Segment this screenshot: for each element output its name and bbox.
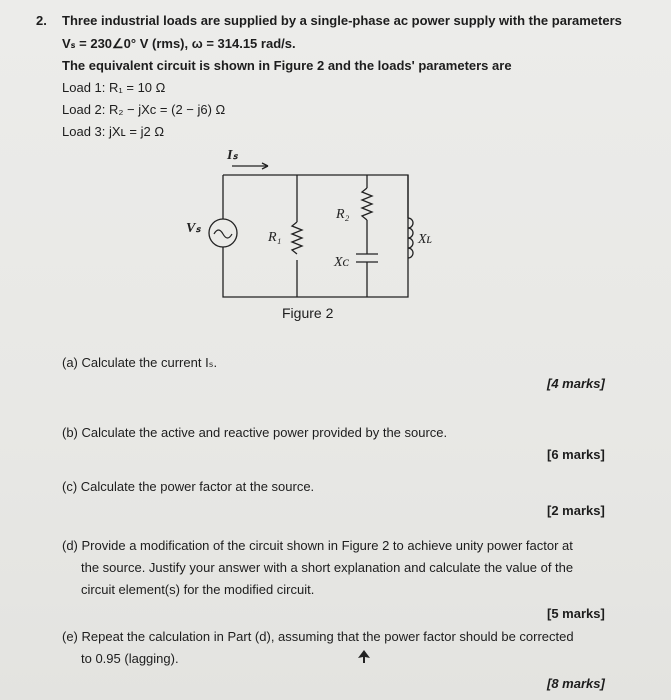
r1-label: R₁ — [268, 230, 282, 245]
part-c-text: (c) Calculate the power factor at the source. — [62, 479, 315, 494]
part-d-line-2: the source. Justify your answer with a short explanation and calculate the value of the — [81, 560, 574, 575]
xc-label: Xᴄ — [334, 255, 349, 270]
part-e-marks: [8 marks] — [547, 676, 605, 691]
part-a-text: (a) Calculate the current Iₛ. — [62, 355, 218, 370]
circuit-frame-wire — [223, 175, 408, 297]
part-d-line-3: circuit element(s) for the modified circuit. — [81, 582, 315, 597]
part-d-line-1: (d) Provide a modification of the circuit shown in Figure 2 to achieve unity power factor at — [62, 538, 573, 553]
r1-resistor-symbol — [292, 222, 302, 254]
source-label: Vₛ — [186, 221, 201, 236]
load-2-parameter: Load 2: R₂ − jXᴄ = (2 − j6) Ω — [62, 102, 226, 117]
r2-label: R₂ — [336, 207, 350, 222]
part-b-text: (b) Calculate the active and reactive power provided by the source. — [62, 425, 448, 440]
part-b-marks: [6 marks] — [547, 447, 605, 462]
inductor-symbol — [408, 218, 413, 258]
load-3-parameter: Load 3: jXʟ = j2 Ω — [62, 124, 165, 139]
circuit-description: The equivalent circuit is shown in Figure 2 and the loads' parameters are — [62, 58, 512, 73]
part-a-marks: [4 marks] — [547, 376, 605, 391]
figure-caption: Figure 2 — [282, 305, 334, 321]
question-number: 2. — [36, 13, 47, 28]
current-label: Iₛ — [227, 148, 238, 163]
question-intro: Three industrial loads are supplied by a single-phase ac power supply with the parameters — [62, 13, 622, 28]
part-e-line-1: (e) Repeat the calculation in Part (d), assuming that the power factor should be corrected — [62, 629, 574, 644]
load-1-parameter: Load 1: R₁ = 10 Ω — [62, 80, 166, 95]
circuit-diagram — [0, 0, 671, 330]
part-d-marks: [5 marks] — [547, 606, 605, 621]
mouse-cursor-icon — [357, 650, 371, 664]
supply-parameters: Vₛ = 230∠0° V (rms), ω = 314.15 rad/s. — [62, 36, 296, 51]
capacitor-symbol — [356, 254, 378, 262]
r2-resistor-symbol — [362, 188, 372, 220]
part-e-line-2: to 0.95 (lagging). — [81, 651, 179, 666]
part-c-marks: [2 marks] — [547, 503, 605, 518]
xl-label: Xʟ — [418, 232, 433, 247]
